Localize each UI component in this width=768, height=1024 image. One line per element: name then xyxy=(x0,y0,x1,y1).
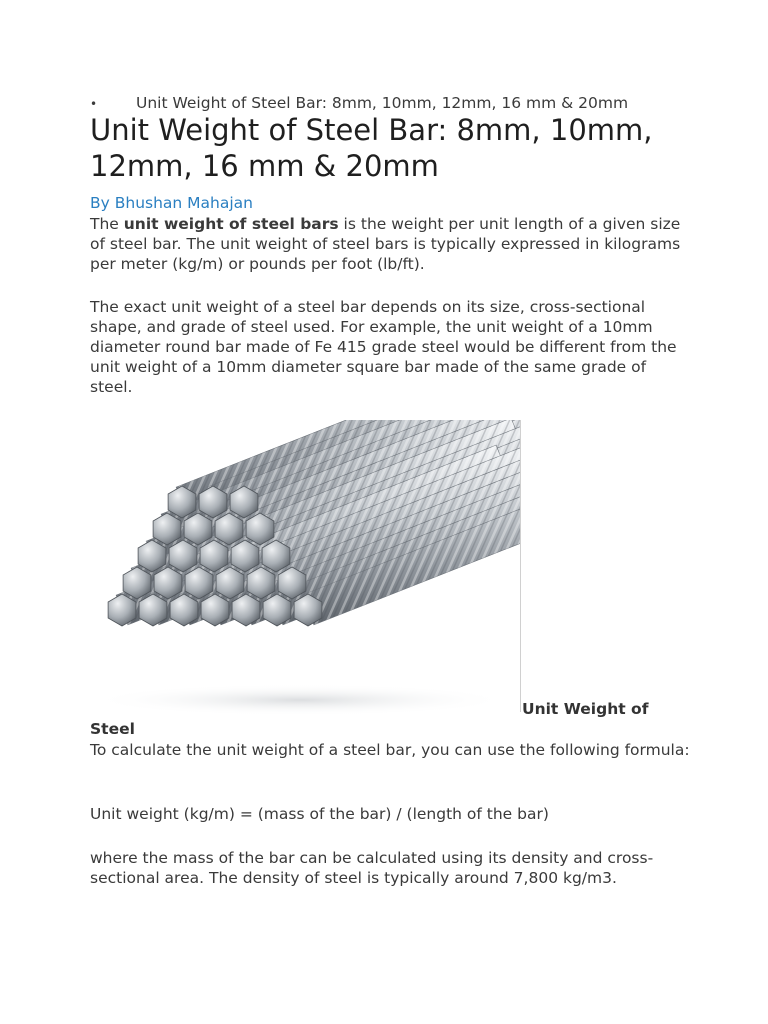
intro-bold-term: unit weight of steel bars xyxy=(123,215,339,233)
intro-text-end: is the weight per unit length of a given size of steel bar. The unit weight of steel bars is typically expressed in kilograms per meter (kg/m) or pounds per foot (lb/ft). xyxy=(90,215,681,273)
density-paragraph: where the mass of the bar can be calculated using its density and cross-sectional area. The density of steel is typically around 7,800 kg/m3. xyxy=(90,849,654,887)
image-divider xyxy=(520,420,521,712)
intro-text-start: The xyxy=(90,215,124,233)
explanation-paragraph: The exact unit weight of a steel bar depends on its size, cross-sectional shape, and grade of steel used. For example, the unit weight of a 10mm diameter round bar made of Fe 415 grade steel would be different from the unit weight of a 10mm diameter square bar made of the same grade of steel. xyxy=(90,298,677,396)
image-caption-line-2: Steel xyxy=(90,720,135,738)
intro-paragraph xyxy=(90,214,690,274)
breadcrumb xyxy=(90,94,628,112)
breadcrumb-link[interactable]: Unit Weight of Steel Bar: 8mm, 10mm, 12mm, 16 mm & 20mm xyxy=(136,94,629,112)
steel-bars-image xyxy=(100,420,520,716)
formula-paragraph: Unit weight (kg/m) = (mass of the bar) / (length of the bar) xyxy=(90,805,549,823)
image-caption-line-1: Unit Weight of xyxy=(522,700,649,718)
bullet-icon: • xyxy=(90,97,98,111)
page-title: Unit Weight of Steel Bar: 8mm, 10mm, 12mm, 16 mm & 20mm xyxy=(90,113,653,183)
steel-bars-illustration xyxy=(100,420,520,716)
author-link[interactable]: By Bhushan Mahajan xyxy=(90,194,253,212)
formula-intro-paragraph: To calculate the unit weight of a steel bar, you can use the following formula: xyxy=(90,741,690,759)
